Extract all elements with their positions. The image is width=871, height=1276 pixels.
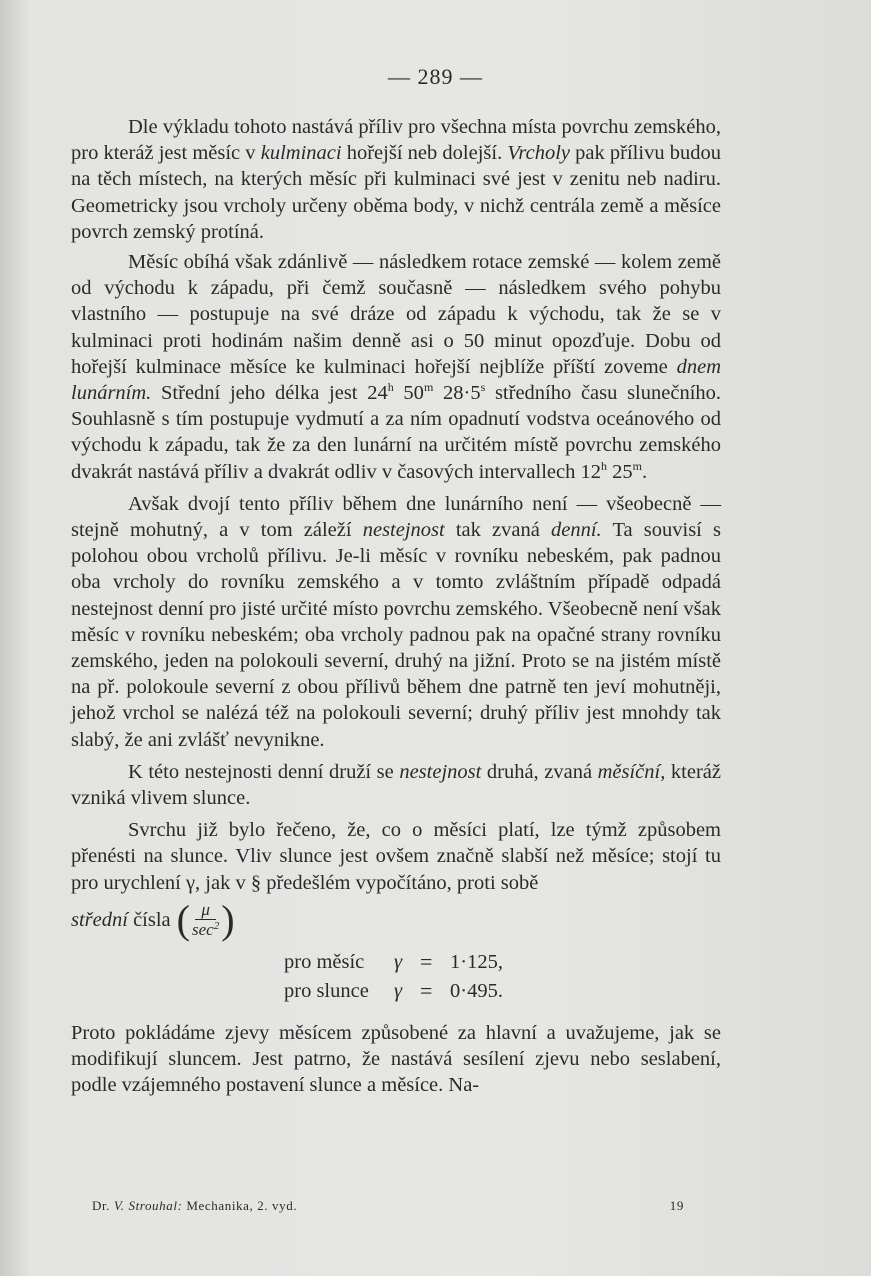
footer-signature: 19 [669, 1198, 684, 1213]
acceleration-values [284, 948, 721, 1006]
body-text [71, 114, 721, 1105]
page-footer [92, 1198, 684, 1214]
paragraph-5: Svrchu již bylo řečeno, že, co o měsíci platí, lze týmž způsobem přenésti na slunce. Vliv slunce jest ovšem značně slabší než měsíce; stojí tu pro urychlení γ, jak v § předešlém vypočítáno, proti sobě [71, 819, 721, 894]
fraction-exponent: 2 [213, 919, 220, 932]
fraction-denominator: sec [191, 919, 214, 939]
paragraph-1: Dle výkladu tohoto nastává příliv pro všechna místa povrchu zemského, pro kteráž jest měsíc v kulminaci hořejší neb dolejší. Vrcholy pak přílivu budou na těch místech, na kterých měsíc při kulminaci své jest v zenitu neb nadiru. Geometricky jsou vrcholy určeny oběma body, v nichž centrála země a měsíce povrch zemský protíná. [71, 116, 721, 243]
fraction-numerator: μ [195, 901, 216, 920]
footer-author: Dr. V. Strouhal: Mechanika, 2. vyd. [92, 1198, 298, 1213]
value-row: pro měsíc γ = 1·125, [284, 949, 503, 975]
value-row: pro slunce γ = 0·495. [284, 978, 503, 1004]
paragraph-6: Proto pokládáme zjevy měsícem způsobené za hlavní a uvažujeme, jak se modifikují sluncem. Jest patrno, že nastává sesílení zjevu nebo seslabení, podle vzájemného postavení slunce a měsíce. Na- [71, 1021, 721, 1097]
unit-fraction [176, 896, 235, 942]
formula-lead-text: čísla [133, 908, 171, 931]
formula-lead-italic: střední [71, 908, 128, 931]
paragraph-3: Avšak dvojí tento příliv během dne lunárního není — všeobecně — stejně mohutný, a v tom záleží nestejnost tak zvaná denní. Ta souvisí s polohou obou vrcholů přílivu. Je-li měsíc v rovníku nebeském, pak padnou oba vrcholy do rovníku zemského a v tomto zvláštním případě odpadá nestejnost denní pro jisté určité místo povrchu zemského. Všeobecně není však měsíc v rovníku nebeském; oba vrcholy padnou pak na opačné strany rovníku zemského, jeden na polokouli severní, druhý na jižní. Proto se na jistém místě na př. polokoule severní z obou přílivů během dne patrně ten jeví mohutněji, jehož vrchol se nalézá též na polokouli severní; druhý příliv jest mnohdy tak slabý, že ani zvlášť nevynikne. [71, 492, 721, 751]
page-number: — 289 — [388, 64, 483, 89]
paren-open: ( [176, 896, 190, 942]
paren-close: ) [221, 896, 235, 942]
paragraph-4: K této nestejnosti denní druží se nestejnost druhá, zvaná měsíční, kteráž vzniká vlivem slunce. [71, 760, 721, 810]
formula-mean-numbers [71, 896, 721, 942]
paragraph-2: Měsíc obíhá však zdánlivě — následkem rotace zemské — kolem země od východu k západu, při čemž současně — následkem svého pohybu vlastního — postupuje na své dráze od západu k východu, tak že se v kulminaci proti hodinám našim denně asi o 50 minut opozďuje. Dobu od hořejší kulminace měsíce ke kulminaci hořejší nejblíže příští zoveme dnem lunárním. Střední jeho délka jest 24$^h$ 50$^m$ $28\cdot 5^s$ středního času slunečního. Souhlasně s tím postupuje vydmutí a za ním opadnutí vodstva oceánového od východu k západu, tak že za den lunární na určitém místě povrchu zemského dvakrát nastává příliv a dvakrát odliv v časových intervallech 12$^h$ 25$^m$. [71, 251, 722, 483]
